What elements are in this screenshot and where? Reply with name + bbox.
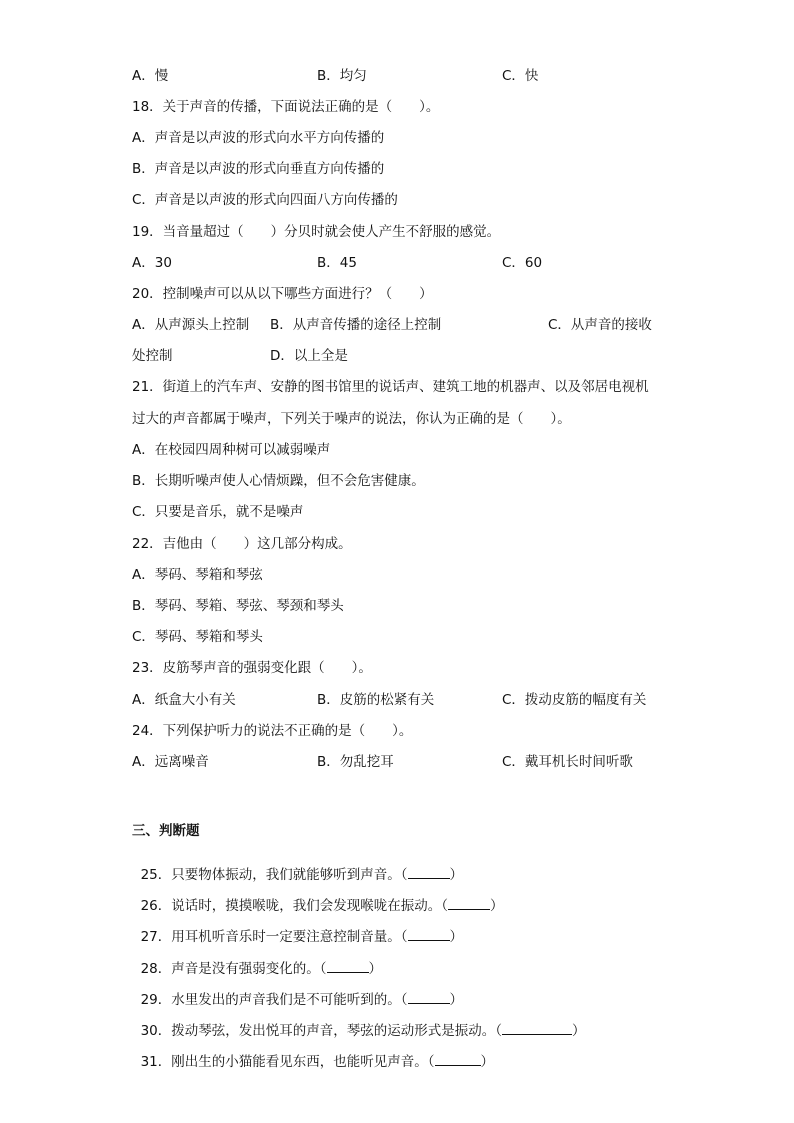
judgment-item: 29．水里发出的声音我们是不可能听到的。（ ） bbox=[140, 992, 464, 1008]
answer-blank[interactable] bbox=[448, 896, 490, 910]
answer-blank[interactable] bbox=[408, 990, 450, 1004]
q22-option-c: C．琴码、琴箱和琴头 bbox=[132, 629, 263, 645]
q23-stem: 23．皮筋琴声音的强弱变化跟（ ）。 bbox=[132, 660, 372, 676]
q21-option-a: A．在校园四周种树可以减弱噪声 bbox=[132, 442, 331, 458]
q22-option-b: B．琴码、琴箱、琴弦、琴颈和琴头 bbox=[132, 598, 344, 614]
q19-stem: 19．当音量超过（ ）分贝时就会使人产生不舒服的感觉。 bbox=[132, 224, 501, 240]
q24-option-a: A．远离噪音 bbox=[132, 754, 209, 770]
q21-stem-line1: 21．街道上的汽车声、安静的图书馆里的说话声、建筑工地的机器声、以及邻居电视机 bbox=[132, 379, 649, 395]
q17-option-c: C．快 bbox=[502, 68, 539, 84]
q18-option-a: A．声音是以声波的形式向水平方向传播的 bbox=[132, 130, 385, 146]
q23-option-a: A．纸盒大小有关 bbox=[132, 692, 236, 708]
q23-option-c: C．拨动皮筋的幅度有关 bbox=[502, 692, 647, 708]
answer-blank[interactable] bbox=[502, 1021, 572, 1035]
q24-stem: 24．下列保护听力的说法不正确的是（ ）。 bbox=[132, 723, 413, 739]
q24-option-c: C．戴耳机长时间听歌 bbox=[502, 754, 633, 770]
q18-stem: 18．关于声音的传播，下面说法正确的是（ ）。 bbox=[132, 99, 440, 115]
answer-blank[interactable] bbox=[408, 927, 450, 941]
q17-option-a: A．慢 bbox=[132, 68, 169, 84]
q21-option-b: B．长期听噪声使人心情烦躁，但不会危害健康。 bbox=[132, 473, 425, 489]
judgment-item: 26．说话时，摸摸喉咙，我们会发现喉咙在振动。（ ） bbox=[140, 898, 504, 914]
q21-option-c: C．只要是音乐，就不是噪声 bbox=[132, 504, 304, 520]
answer-blank[interactable] bbox=[327, 959, 369, 973]
judgment-item: 25．只要物体振动，我们就能够听到声音。（ ） bbox=[140, 867, 464, 883]
section-title: 三、判断题 bbox=[132, 823, 200, 839]
q18-option-b: B．声音是以声波的形式向垂直方向传播的 bbox=[132, 161, 385, 177]
answer-blank[interactable] bbox=[435, 1052, 481, 1066]
q20-option-c: C．从声音的接收 bbox=[548, 317, 652, 333]
q24-option-b: B．勿乱挖耳 bbox=[317, 754, 394, 770]
q20-option-c-cont: 处控制 bbox=[132, 348, 173, 364]
answer-blank[interactable] bbox=[408, 865, 450, 879]
q21-stem-line2: 过大的声音都属于噪声，下列关于噪声的说法，你认为正确的是（ ）。 bbox=[132, 411, 571, 427]
q19-option-b: B．45 bbox=[317, 255, 357, 271]
judgment-item: 30．拨动琴弦，发出悦耳的声音，琴弦的运动形式是振动。（ ） bbox=[140, 1023, 586, 1039]
q20-option-a: A．从声源头上控制 bbox=[132, 317, 250, 333]
q18-option-c: C．声音是以声波的形式向四面八方向传播的 bbox=[132, 192, 398, 208]
q17-option-b: B．均匀 bbox=[317, 68, 367, 84]
q22-stem: 22．吉他由（ ）这几部分构成。 bbox=[132, 536, 352, 552]
q20-stem: 20．控制噪声可以从以下哪些方面进行？（ ） bbox=[132, 286, 433, 302]
judgment-item: 28．声音是没有强弱变化的。（ ） bbox=[140, 961, 383, 977]
q19-option-a: A．30 bbox=[132, 255, 172, 271]
q20-option-d: D．以上全是 bbox=[270, 348, 348, 364]
q19-option-c: C．60 bbox=[502, 255, 543, 271]
judgment-item: 31．刚出生的小猫能看见东西，也能听见声音。（ ） bbox=[140, 1054, 495, 1070]
q22-option-a: A．琴码、琴箱和琴弦 bbox=[132, 567, 263, 583]
q23-option-b: B．皮筋的松紧有关 bbox=[317, 692, 435, 708]
judgment-item: 27．用耳机听音乐时一定要注意控制音量。（ ） bbox=[140, 929, 464, 945]
q20-option-b: B．从声音传播的途径上控制 bbox=[270, 317, 442, 333]
